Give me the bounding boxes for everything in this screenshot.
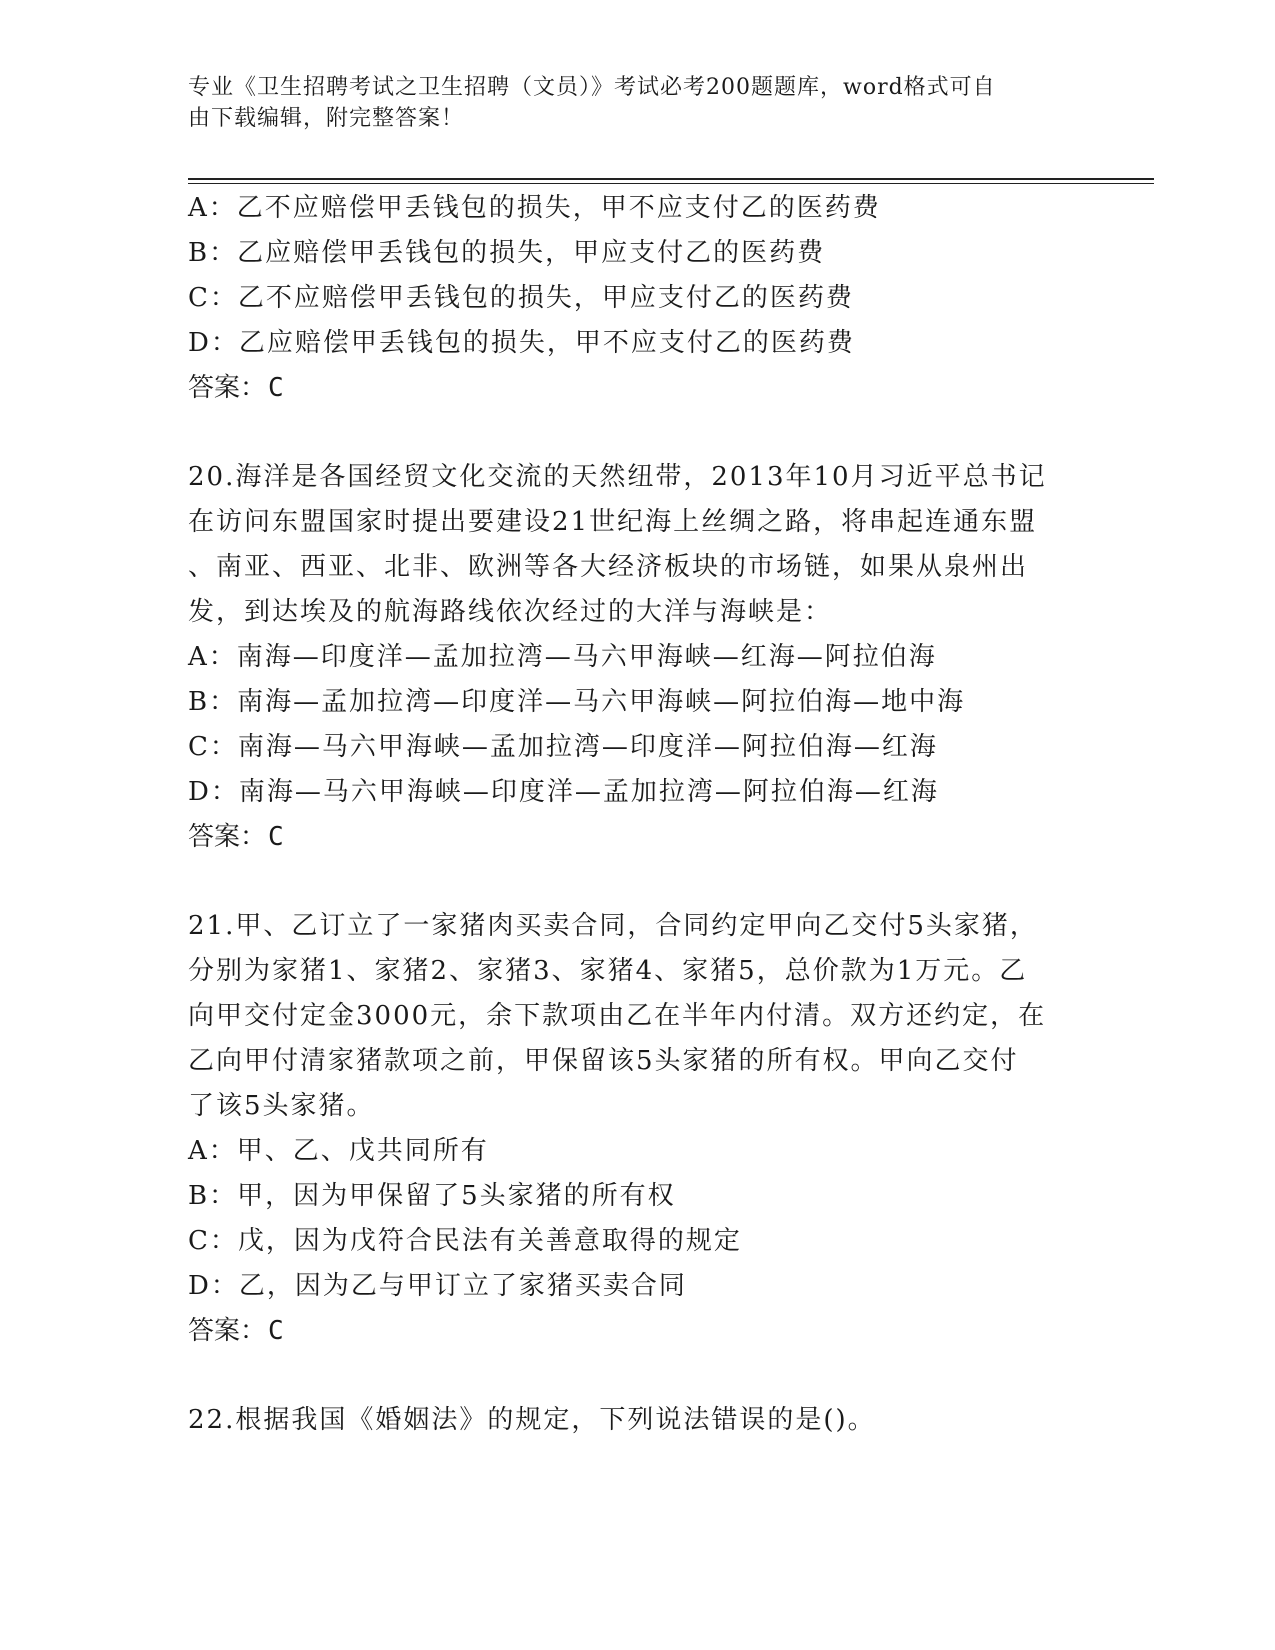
- document-header: [188, 72, 1068, 134]
- question-stem-line: 22.根据我国《婚姻法》的规定，下列说法错误的是()。: [188, 1405, 876, 1435]
- option-d: D：乙，因为乙与甲订立了家猪买卖合同: [188, 1271, 687, 1301]
- answer-value: C: [268, 1316, 284, 1346]
- header-divider-thin: [188, 183, 1154, 184]
- answer-label: 答案：: [188, 1316, 267, 1346]
- question-stem-line: 了该5头家猪。: [188, 1091, 375, 1121]
- answer-label: 答案：: [188, 373, 267, 403]
- option-c: C：戊，因为戊符合民法有关善意取得的规定: [188, 1226, 742, 1256]
- question-stem-line: 20.海洋是各国经贸文化交流的天然纽带，2013年10月习近平总书记: [188, 462, 1047, 492]
- option-b: B：甲，因为甲保留了5头家猪的所有权: [188, 1181, 676, 1211]
- question-stem-line: 在访问东盟国家时提出要建设21世纪海上丝绸之路，将串起连通东盟: [188, 507, 1038, 537]
- question-stem-line: 21.甲、乙订立了一家猪肉买卖合同，合同约定甲向乙交付5头家猪，: [188, 911, 1038, 941]
- answer-line: [188, 366, 1088, 411]
- question-20: [188, 455, 1088, 860]
- answer-value: C: [268, 373, 284, 403]
- question-19: [188, 186, 1088, 411]
- question-stem-line: 乙向甲付清家猪款项之前，甲保留该5头家猪的所有权。甲向乙交付: [188, 1046, 1019, 1076]
- question-content: [188, 186, 1088, 1443]
- header-line-1: 专业《卫生招聘考试之卫生招聘（文员）》考试必考200题题库，word格式可自: [188, 75, 996, 100]
- question-stem-line: 发，到达埃及的航海路线依次经过的大洋与海峡是：: [188, 597, 833, 627]
- answer-line: [188, 815, 1088, 860]
- question-stem-line: 向甲交付定金3000元，余下款项由乙在半年内付清。双方还约定，在: [188, 1001, 1047, 1031]
- answer-label: 答案：: [188, 822, 267, 852]
- question-stem-line: 、南亚、西亚、北非、欧洲等各大经济板块的市场链，如果从泉州出: [188, 552, 1029, 582]
- option-c: C：乙不应赔偿甲丢钱包的损失，甲应支付乙的医药费: [188, 283, 854, 313]
- option-a: A：甲、乙、戊共同所有: [188, 1136, 489, 1166]
- spacer: [188, 411, 1088, 455]
- spacer: [188, 860, 1088, 904]
- option-d: D：南海—马六甲海峡—印度洋—孟加拉湾—阿拉伯海—红海: [188, 777, 939, 807]
- option-a: A：南海—印度洋—孟加拉湾—马六甲海峡—红海—阿拉伯海: [188, 642, 937, 672]
- option-c: C：南海—马六甲海峡—孟加拉湾—印度洋—阿拉伯海—红海: [188, 732, 938, 762]
- question-stem-line: 分别为家猪1、家猪2、家猪3、家猪4、家猪5，总价款为1万元。乙: [188, 956, 1028, 986]
- answer-line: [188, 1309, 1088, 1354]
- option-d: D：乙应赔偿甲丢钱包的损失，甲不应支付乙的医药费: [188, 328, 855, 358]
- option-b: B：乙应赔偿甲丢钱包的损失，甲应支付乙的医药费: [188, 238, 826, 268]
- header-divider-thick: [188, 178, 1154, 180]
- question-22: [188, 1398, 1088, 1443]
- spacer: [188, 1354, 1088, 1398]
- question-21: [188, 904, 1088, 1354]
- option-a: A：乙不应赔偿甲丢钱包的损失，甲不应支付乙的医药费: [188, 193, 881, 223]
- answer-value: C: [268, 822, 284, 852]
- option-b: B：南海—孟加拉湾—印度洋—马六甲海峡—阿拉伯海—地中海: [188, 687, 966, 717]
- header-line-2: 由下载编辑，附完整答案！: [188, 106, 465, 131]
